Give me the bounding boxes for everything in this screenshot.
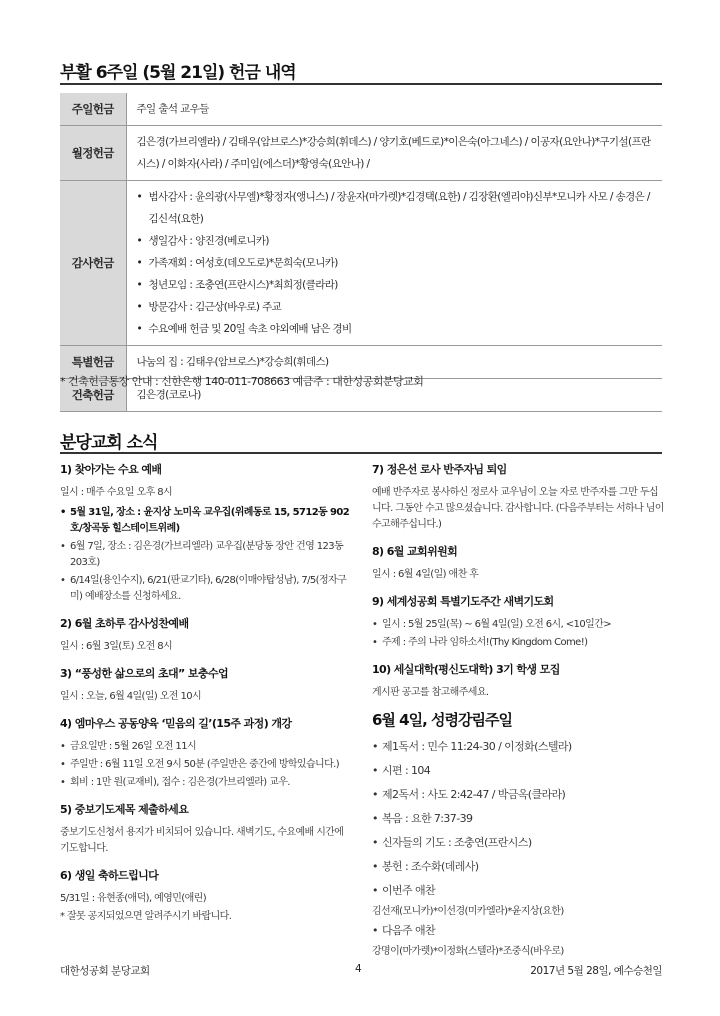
list-item: • 청년모임 : 조충연(프란시스)*최희정(클라라): [137, 274, 655, 296]
offering-row-text: 김은경(가브리엘라) / 김태우(암브로스)*강승희(휘데스) / 양기호(베드로)*이은숙(아그네스) / 이공자(요안나)*구기설(프란시스) / 이화자(사라) / 주미임(에스더)*황영숙(요안나) /: [126, 126, 662, 181]
offering-row: [60, 93, 662, 126]
list-item: • 생일감사 : 양진경(베로니카): [137, 230, 655, 252]
news-text: 일시 : 매주 수요일 오후 8시: [60, 487, 173, 498]
news-heading: 7) 정은선 로사 반주자님 퇴임: [372, 463, 507, 476]
offering-row-text: 김은경(코로나): [126, 379, 662, 412]
news-heading: 6) 생일 축하드립니다: [60, 869, 159, 882]
news-text: 5/31일 : 유현종(애덕), 예영민(애린): [60, 893, 207, 904]
offering-row-text: 주일 출석 교우들: [126, 93, 662, 126]
news-item: [60, 802, 350, 857]
news-item: [60, 616, 350, 655]
this-week-fellowship: 김선재(모니카)*이선경(미카엘라)*윤지상(요한): [372, 906, 564, 917]
list-item: • 범사감사 : 윤의광(사무엘)*황정자(앵니스) / 장윤자(마가렛)*김경택(요한) / 김장환(엘리야)신부*모니카 사모 / 송경은 / 김신석(요한): [137, 186, 655, 230]
news-item: [60, 716, 350, 791]
offering-row: [60, 181, 662, 346]
list-item: • 신자들의 기도 : 조충연(프란시스): [372, 832, 664, 854]
news-item: [60, 462, 350, 605]
list-item: • 회비 : 1만 원(교재비), 접수 : 김은경(가브리엘라) 교우.: [60, 775, 350, 791]
list-item: • 주제 : 주의 나라 임하소서!(Thy Kingdom Come!): [372, 635, 664, 651]
list-item: • 금요일반 : 5월 26일 오전 11시: [60, 739, 350, 755]
list-item: • 제1독서 : 민수 11:24-30 / 이정화(스텔라): [372, 736, 664, 758]
news-text: 일시 : 오늘, 6월 4일(일) 오전 10시: [60, 691, 202, 702]
news-heading: 8) 6월 교회위원회: [372, 545, 458, 558]
list-item: • 6월 7일, 장소 : 김은경(가브리엘라) 교우집(분당동 장안 건영 123동 203호): [60, 539, 350, 571]
offering-row: [60, 126, 662, 181]
footer-right: 2017년 5월 28일, 예수승천일: [530, 965, 662, 977]
offering-row-label: 건축헌금: [60, 379, 126, 412]
offering-title-rule: [60, 83, 662, 85]
offering-row-label: 주일헌금: [60, 93, 126, 126]
list-item: • 제2독서 : 사도 2:42-47 / 박금옥(클라라): [372, 784, 664, 806]
news-note: * 잘못 공지되었으면 알려주시기 바랍니다.: [60, 911, 232, 922]
list-item: • 주일반 : 6월 11일 오전 9시 50분 (주일반은 중간에 방학있습니다.): [60, 757, 350, 773]
offering-row-label: 월정헌금: [60, 126, 126, 181]
list-item: • 복음 : 요한 7:37-39: [372, 808, 664, 830]
offering-row-text: 나눔의 집 : 김태우(암브로스)*강승희(휘데스): [126, 346, 662, 379]
news-item: [60, 666, 350, 705]
list-item: • 다음주 애찬: [372, 920, 664, 942]
news-item: [372, 544, 664, 583]
list-item: • 봉헌 : 조수화(데레사): [372, 856, 664, 878]
next-week-fellowship: 강명이(마가렛)*이정화(스텔라)*조중식(바우로): [372, 946, 564, 957]
list-item: • 수요예배 헌금 및 20일 속초 야외예배 남은 경비: [137, 318, 655, 340]
news-heading: 3) “풍성한 삶으로의 초대” 보충수업: [60, 667, 228, 680]
news-heading: 10) 세실대학(평신도대학) 3기 학생 모집: [372, 663, 560, 676]
news-title: 분당교회 소식: [60, 433, 158, 453]
sunday-title: 6월 4일, 성령강림주일: [372, 711, 512, 729]
news-heading: 2) 6월 초하루 감사성찬예배: [60, 617, 189, 630]
news-heading: 4) 엠마우스 공동양육 ‘믿음의 길’(15주 과정) 개강: [60, 717, 292, 730]
list-item: • 일시 : 5월 25일(목) ~ 6월 4일(일) 오전 6시, <10일간>: [372, 617, 664, 633]
list-item: • 6/14일(용인수지), 6/21(판교기타), 6/28(이매야탑성남), 7/5(정자구미) 예배장소를 신청하세요.: [60, 573, 350, 605]
list-item: • 이번주 애찬: [372, 880, 664, 902]
news-title-rule: [60, 452, 662, 454]
news-heading: 9) 세계성공회 특별기도주간 새벽기도회: [372, 595, 554, 608]
building-fund-note: * 건축헌금통장 안내 : 신한은행 140-011-708663 예금주 : 대한성공회분당교회: [60, 375, 424, 388]
news-heading: 5) 중보기도제목 제출하세요: [60, 803, 189, 816]
footer-left: 대한성공회 분당교회: [60, 965, 150, 977]
list-item: • 시편 : 104: [372, 760, 664, 782]
news-left-column: [60, 462, 350, 936]
news-item: [372, 462, 664, 533]
news-text: 게시판 공고를 참고해주세요.: [372, 687, 489, 698]
news-right-column: [372, 462, 664, 960]
list-item: • 5월 31일, 장소 : 윤지상 노미옥 교우집(위례동로 15, 5712동 902호/창곡동 힐스테이트위례): [60, 505, 350, 537]
news-text: 중보기도신청서 용지가 비치되어 있습니다. 새벽기도, 수요예배 시간에 기도합니다.: [60, 827, 344, 854]
offering-row-label: 감사헌금: [60, 181, 126, 346]
news-item: [372, 662, 664, 701]
news-item: [60, 868, 350, 925]
news-text: 일시 : 6월 4일(일) 애찬 후: [372, 569, 479, 580]
news-text: 예배 반주자로 봉사하신 정로사 교우님이 오늘 자로 반주자를 그만 두십니다. 그동안 수고 많으셨습니다. 감사합니다. (다음주부터는 서하나 님이 수고해주십니다.): [372, 487, 664, 530]
offering-row-list: [126, 181, 662, 346]
offering-title: 부활 6주일 (5월 21일) 헌금 내역: [60, 63, 296, 83]
news-item: [372, 594, 664, 651]
news-heading: 1) 찾아가는 수요 예배: [60, 463, 162, 476]
sunday-list: [372, 736, 664, 902]
news-text: 일시 : 6월 3일(토) 오전 8시: [60, 641, 173, 652]
page-number: 4: [355, 963, 362, 975]
offering-row-label: 특별헌금: [60, 346, 126, 379]
offering-table: [60, 93, 662, 412]
list-item: • 방문감사 : 김근상(바우로) 주교: [137, 296, 655, 318]
list-item: • 가족재회 : 여성호(데오도로)*문희숙(모니카): [137, 252, 655, 274]
